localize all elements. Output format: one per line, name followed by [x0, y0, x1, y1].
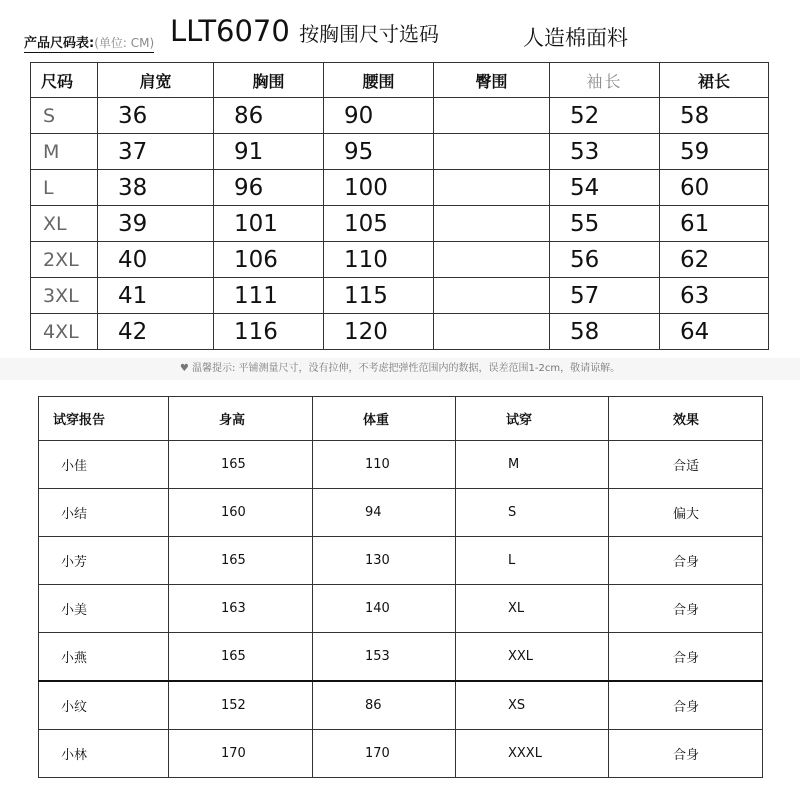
cell-weight: 86	[313, 681, 456, 730]
cell-tried-size: S	[456, 489, 609, 537]
cell-length: 64	[660, 314, 769, 350]
cell-bust: 111	[214, 278, 324, 314]
cell-size: 2XL	[31, 242, 98, 278]
cell-name: 小佳	[39, 441, 169, 489]
cell-length: 61	[660, 206, 769, 242]
header-length: 裙长	[660, 63, 769, 98]
cell-tried-size: L	[456, 537, 609, 585]
cell-hip	[434, 134, 550, 170]
cell-sleeve: 55	[550, 206, 660, 242]
cell-shoulder: 36	[98, 98, 214, 134]
size-table-header-row	[31, 63, 769, 98]
cell-sleeve: 56	[550, 242, 660, 278]
cell-tried-size: XL	[456, 585, 609, 633]
cell-hip	[434, 242, 550, 278]
table-row	[31, 278, 769, 314]
cell-name: 小燕	[39, 633, 169, 682]
cell-sleeve: 58	[550, 314, 660, 350]
cell-tried-size: XS	[456, 681, 609, 730]
cell-height: 165	[169, 441, 313, 489]
cell-result: 合适	[609, 441, 763, 489]
cell-sleeve: 53	[550, 134, 660, 170]
cell-height: 160	[169, 489, 313, 537]
cell-length: 62	[660, 242, 769, 278]
table-caption	[24, 32, 154, 53]
header-bust: 胸围	[214, 63, 324, 98]
header-report: 试穿报告	[39, 397, 169, 441]
table-row	[39, 730, 763, 778]
cell-height: 170	[169, 730, 313, 778]
cell-tried-size: XXL	[456, 633, 609, 682]
cell-name: 小纹	[39, 681, 169, 730]
table-row	[31, 98, 769, 134]
cell-result: 合身	[609, 585, 763, 633]
cell-result: 合身	[609, 730, 763, 778]
cell-shoulder: 41	[98, 278, 214, 314]
cell-bust: 96	[214, 170, 324, 206]
cell-length: 58	[660, 98, 769, 134]
cell-length: 60	[660, 170, 769, 206]
fit-table-header-row	[39, 397, 763, 441]
model-subtitle: 按胸围尺寸选码	[299, 22, 440, 46]
table-row	[31, 170, 769, 206]
header-height: 身高	[169, 397, 313, 441]
cell-size: S	[31, 98, 98, 134]
table-row	[31, 134, 769, 170]
cell-size: XL	[31, 206, 98, 242]
header-size: 尺码	[31, 63, 98, 98]
cell-waist: 105	[324, 206, 434, 242]
cell-waist: 115	[324, 278, 434, 314]
cell-weight: 153	[313, 633, 456, 682]
cell-result: 偏大	[609, 489, 763, 537]
cell-weight: 170	[313, 730, 456, 778]
cell-bust: 91	[214, 134, 324, 170]
cell-tried-size: M	[456, 441, 609, 489]
table-row	[31, 314, 769, 350]
cell-shoulder: 42	[98, 314, 214, 350]
cell-shoulder: 39	[98, 206, 214, 242]
cell-weight: 94	[313, 489, 456, 537]
cell-bust: 116	[214, 314, 324, 350]
cell-height: 165	[169, 633, 313, 682]
cell-hip	[434, 170, 550, 206]
table-row	[39, 537, 763, 585]
cell-height: 163	[169, 585, 313, 633]
cell-size: L	[31, 170, 98, 206]
header-weight: 体重	[313, 397, 456, 441]
header-waist: 腰围	[324, 63, 434, 98]
table-row	[39, 681, 763, 730]
cell-waist: 100	[324, 170, 434, 206]
cell-hip	[434, 98, 550, 134]
caption-label: 产品尺码表:	[24, 36, 95, 51]
cell-weight: 130	[313, 537, 456, 585]
cell-bust: 101	[214, 206, 324, 242]
cell-weight: 140	[313, 585, 456, 633]
cell-sleeve: 52	[550, 98, 660, 134]
cell-waist: 110	[324, 242, 434, 278]
tip-note: ♥ 温馨提示: 平铺测量尺寸，没有拉伸，不考虑把弹性范围内的数据，误差范围1-2cm，敬请谅解。	[0, 358, 800, 380]
header-sleeve: 袖长	[550, 63, 660, 98]
fit-report-table	[38, 396, 763, 778]
cell-bust: 106	[214, 242, 324, 278]
cell-length: 59	[660, 134, 769, 170]
table-row	[39, 633, 763, 682]
caption-unit: (单位: CM)	[94, 36, 155, 50]
cell-size: M	[31, 134, 98, 170]
cell-sleeve: 57	[550, 278, 660, 314]
cell-weight: 110	[313, 441, 456, 489]
cell-waist: 90	[324, 98, 434, 134]
cell-bust: 86	[214, 98, 324, 134]
header	[0, 0, 800, 60]
cell-shoulder: 37	[98, 134, 214, 170]
cell-size: 3XL	[31, 278, 98, 314]
cell-hip	[434, 278, 550, 314]
cell-waist: 95	[324, 134, 434, 170]
fabric-label: 人造棉面料	[523, 26, 628, 50]
cell-size: 4XL	[31, 314, 98, 350]
header-result: 效果	[609, 397, 763, 441]
cell-result: 合身	[609, 681, 763, 730]
size-table	[30, 62, 769, 350]
table-row	[31, 242, 769, 278]
cell-length: 63	[660, 278, 769, 314]
cell-result: 合身	[609, 633, 763, 682]
cell-hip	[434, 314, 550, 350]
table-row	[31, 206, 769, 242]
table-row	[39, 441, 763, 489]
cell-height: 152	[169, 681, 313, 730]
cell-name: 小林	[39, 730, 169, 778]
cell-name: 小美	[39, 585, 169, 633]
table-row	[39, 489, 763, 537]
header-tried-size: 试穿	[456, 397, 609, 441]
header-shoulder: 肩宽	[98, 63, 214, 98]
cell-hip	[434, 206, 550, 242]
cell-result: 合身	[609, 537, 763, 585]
cell-height: 165	[169, 537, 313, 585]
model-number: LLT6070	[170, 14, 290, 48]
header-hip: 臀围	[434, 63, 550, 98]
cell-name: 小结	[39, 489, 169, 537]
cell-name: 小芳	[39, 537, 169, 585]
page-title	[170, 14, 439, 48]
cell-waist: 120	[324, 314, 434, 350]
cell-tried-size: XXXL	[456, 730, 609, 778]
cell-sleeve: 54	[550, 170, 660, 206]
table-row	[39, 585, 763, 633]
cell-shoulder: 40	[98, 242, 214, 278]
cell-shoulder: 38	[98, 170, 214, 206]
